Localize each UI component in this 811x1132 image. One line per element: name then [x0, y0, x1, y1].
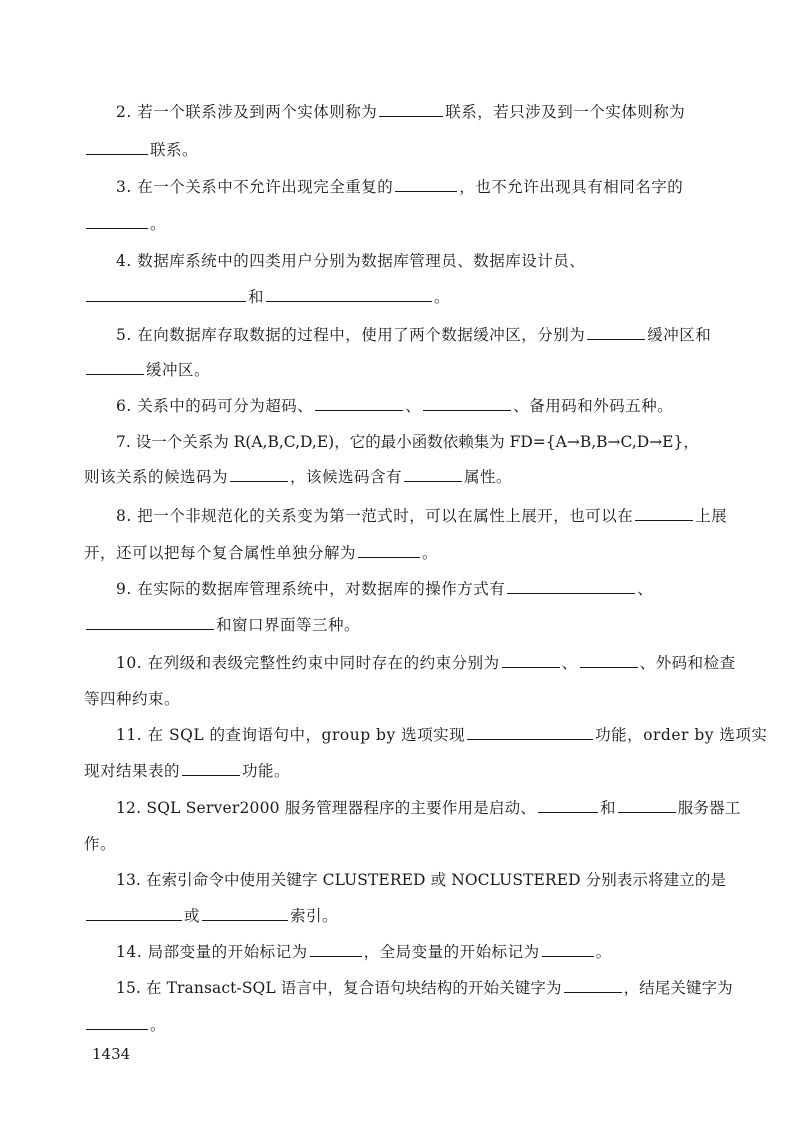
answer-blank: [86, 1015, 148, 1030]
answer-blank: [379, 102, 443, 117]
question-15-line-1: 15. 在 Transact-SQL 语言中，复合语句块结构的开始关键字为 ，结尾关键字为: [116, 979, 733, 997]
answer-blank: [423, 396, 511, 411]
answer-blank: [580, 653, 638, 668]
question-4-line-1: 4. 数据库系统中的四类用户分别为数据库管理员、数据库设计员、: [116, 252, 586, 270]
answer-blank: [315, 396, 403, 411]
question-5-line-1: 5. 在向数据库存取数据的过程中，使用了两个数据缓冲区，分别为 缓冲区和: [116, 326, 712, 344]
question-14-line-1: 14. 局部变量的开始标记为 ，全局变量的开始标记为 。: [116, 943, 612, 961]
question-12-line-1: 12. SQL Server2000 服务管理器程序的主要作用是启动、 和 服务器工: [116, 799, 741, 817]
question-7-line-1: 7. 设一个关系为 R(A,B,C,D,E)，它的最小函数依赖集为 FD={A→B,B→C,D→E}，: [116, 433, 699, 451]
question-8-line-1: 8. 把一个非规范化的关系变为第一范式时，可以在属性上展开，也可以在 上展: [116, 507, 728, 525]
answer-blank: [564, 978, 622, 993]
answer-blank: [507, 579, 635, 594]
page-number: 1434: [92, 1045, 131, 1063]
question-5-line-2: 缓冲区。: [84, 359, 210, 381]
question-12-line-2: 作。: [84, 835, 117, 853]
answer-blank: [86, 360, 144, 375]
answer-blank: [635, 506, 693, 521]
question-3-line-2: 。: [84, 213, 166, 235]
question-7-line-2: 则该关系的候选码为 ，该候选码含有 属性。: [84, 468, 513, 486]
question-13-line-1: 13. 在索引命令中使用关键字 CLUSTERED 或 NOCLUSTERED 分别表示将建立的是: [116, 871, 727, 889]
answer-blank: [182, 761, 240, 776]
answer-blank: [266, 287, 432, 302]
answer-blank: [467, 725, 593, 740]
question-15-line-2: 。: [84, 1014, 166, 1036]
question-2-line-2: 联系。: [84, 139, 198, 161]
answer-blank: [395, 177, 457, 192]
answer-blank: [502, 653, 560, 668]
answer-blank: [86, 615, 214, 630]
answer-blank: [86, 140, 148, 155]
question-9-line-2: 和窗口界面等三种。: [84, 614, 360, 636]
answer-blank: [404, 467, 462, 482]
answer-blank: [538, 798, 598, 813]
question-3-line-1: 3. 在一个关系中不允许出现完全重复的 ，也不允许出现具有相同名字的: [116, 178, 684, 196]
answer-blank: [86, 906, 182, 921]
question-8-line-2: 开，还可以把每个复合属性单独分解为 。: [84, 544, 439, 562]
question-2-line-1: 2. 若一个联系涉及到两个实体则称为 联系，若只涉及到一个实体则称为: [116, 103, 686, 121]
question-13-line-2: 或 索引。: [84, 905, 338, 927]
question-10-line-2: 等四种约束。: [84, 690, 181, 708]
question-9-line-1: 9. 在实际的数据库管理系统中，对数据库的操作方式有 、: [116, 580, 654, 598]
question-4-line-2: 和 。: [84, 286, 450, 308]
answer-blank: [358, 543, 420, 558]
answer-blank: [542, 942, 594, 957]
answer-blank: [618, 798, 676, 813]
answer-blank: [230, 467, 288, 482]
question-10-line-1: 10. 在列级和表级完整性约束中同时存在的约束分别为 、 、外码和检查: [116, 654, 736, 672]
answer-blank: [86, 287, 246, 302]
question-11-line-1: 11. 在 SQL 的查询语句中，group by 选项实现 功能，order by 选项实: [116, 726, 768, 744]
answer-blank: [86, 214, 148, 229]
question-6-line-1: 6. 关系中的码可分为超码、 、 、备用码和外码五种。: [116, 397, 674, 415]
question-11-line-2: 现对结果表的 功能。: [84, 762, 291, 780]
answer-blank: [587, 325, 645, 340]
answer-blank: [202, 906, 288, 921]
answer-blank: [310, 942, 362, 957]
